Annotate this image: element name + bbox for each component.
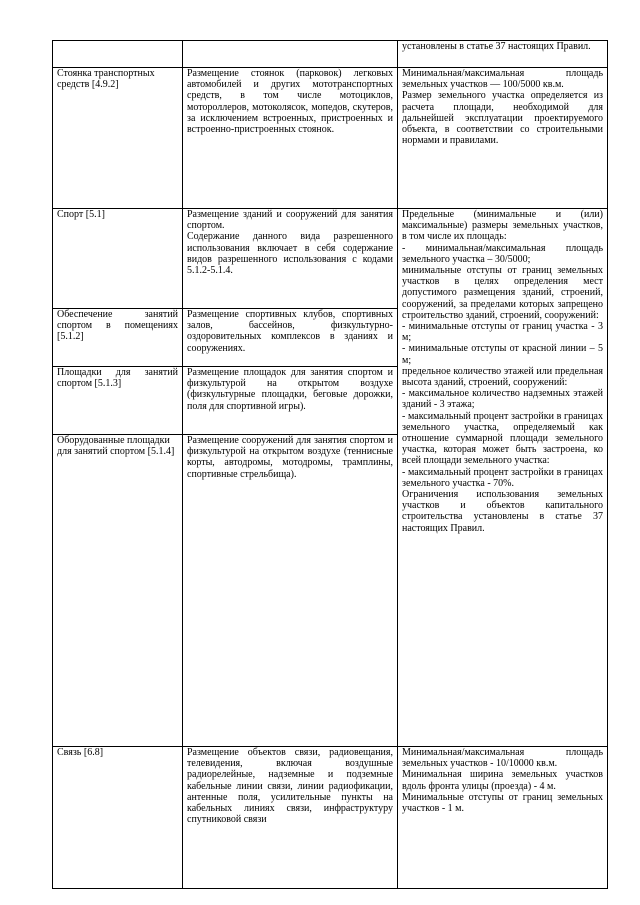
use-name: Обеспечение занятий спортом в помещениях [5.1.2] [57, 309, 178, 343]
parameter-text: Предельные (минимальные и (или) максимальные) размеры земельных участков, в том числе их площадь: [402, 209, 603, 243]
use-description-cell [183, 68, 398, 209]
table-row [53, 747, 608, 889]
parameter-text: - максимальный процент застройки в границах земельного участка - 70%. [402, 466, 603, 489]
table-row [53, 209, 608, 309]
use-name: Стоянка транспортных средств [4.9.2] [57, 68, 155, 91]
table-row [53, 68, 608, 209]
parameters-cell [398, 68, 608, 209]
parameter-text: - минимальные отступы от границ участка - 3 м; [402, 321, 603, 344]
use-name-cell [53, 41, 183, 68]
use-description-cell [183, 209, 398, 309]
use-name-cell [53, 68, 183, 209]
table-row [53, 41, 608, 68]
use-description-cell [183, 41, 398, 68]
parameter-text: Ограничения использования земельных участков и объектов капитального строительства установлены в статье 37 настоящих Правил. [402, 489, 603, 534]
parameter-text: минимальные отступы от границ земельных участков в целях определения мест допустимого размещения зданий, строений, сооружений, за пределами которых запрещено строительство зданий, строений, сооружений: [402, 265, 603, 321]
use-name-cell [53, 747, 183, 889]
parameter-text: - минимальная/максимальная площадь земельного участка – 30/5000; [402, 242, 603, 265]
use-description: Размещение площадок для занятия спортом и физкультурой на открытом воздухе (физкультурные площадки, беговые дорожки, поля для спортивной игры). [187, 367, 393, 412]
use-name-cell [53, 209, 183, 309]
use-description-cell [183, 367, 398, 435]
parameter-text: - максимальное количество надземных этажей зданий - 3 этажа; [402, 388, 603, 411]
use-name: Оборудованные площадки для занятий спортом [5.1.4] [57, 435, 175, 458]
use-name-cell [53, 309, 183, 367]
use-description: Размещение стоянок (парковок) легковых автомобилей и других мототранспортных средств, в том числе мотоциклов, мотороллеров, мотоколясок, мопедов, скутеров, за исключением встроенных, пристроенных и встроенно-пристроенных стоянок. [187, 68, 393, 136]
parameter-text: Размер земельного участка определяется из расчета площади, необходимой для дальнейшей эксплуатации проектируемого объекта, в соответствии со строительными нормами и правилами. [402, 90, 603, 147]
use-description-cell [183, 309, 398, 367]
use-name-cell [53, 367, 183, 435]
parameter-text: предельное количество этажей или предельная высота зданий, строений, сооружений: [402, 365, 603, 389]
parameters-cell [398, 209, 608, 747]
use-description: Размещение сооружений для занятия спортом и физкультурой на открытом воздухе (теннисные корты, автодромы, мотодромы, трамплины, спортивные стрельбища). [187, 435, 393, 480]
use-description: Содержание данного вида разрешенного использования включает в себя содержание видов разрешенного использования с кодами 5.1.2-5.1.4. [187, 231, 393, 277]
parameter-text: - максимальный процент застройки в границах земельного участка, определяемый как отношение суммарной площади земельного участка, которая может быть застроена, ко всей площади земельного участка: [402, 410, 603, 467]
use-description: Размещение спортивных клубов, спортивных залов, бассейнов, физкультурно-оздоровительных комплексов в зданиях и сооружениях. [187, 309, 393, 354]
use-name-cell [53, 435, 183, 747]
use-description-cell [183, 747, 398, 889]
parameter-text: - минимальные отступы от красной линии – 5 м; [402, 343, 603, 366]
parameter-text: Минимальная ширина земельных участков вдоль фронта улицы (проезда) - 4 м. [402, 769, 603, 792]
parameter-text: Минимальная/максимальная площадь земельных участков - 10/10000 кв.м. [402, 747, 603, 770]
parameters-cell [398, 41, 608, 68]
use-name: Связь [6.8] [57, 747, 104, 758]
use-name: Площадки для занятий спортом [5.1.3] [57, 367, 178, 390]
use-description: Размещение объектов связи, радиовещания, телевидения, включая воздушные радиорелейные, надземные и подземные кабельные линии связи, линии радиофикации, антенные поля, усилительные пункты на кабельных линиях связи, инфраструктуру спутниковой связи [187, 747, 393, 826]
parameters-cell [398, 747, 608, 889]
land-use-table [52, 40, 608, 889]
use-description-cell [183, 435, 398, 747]
use-name: Спорт [5.1] [57, 209, 105, 220]
parameter-text: установлены в статье 37 настоящих Правил. [402, 41, 591, 52]
parameter-text: Минимальные отступы от границ земельных участков - 1 м. [402, 791, 603, 815]
parameter-text: Минимальная/максимальная площадь земельных участков — 100/5000 кв.м. [402, 68, 603, 91]
use-description: Размещение зданий и сооружений для занятия спортом. [187, 209, 393, 232]
